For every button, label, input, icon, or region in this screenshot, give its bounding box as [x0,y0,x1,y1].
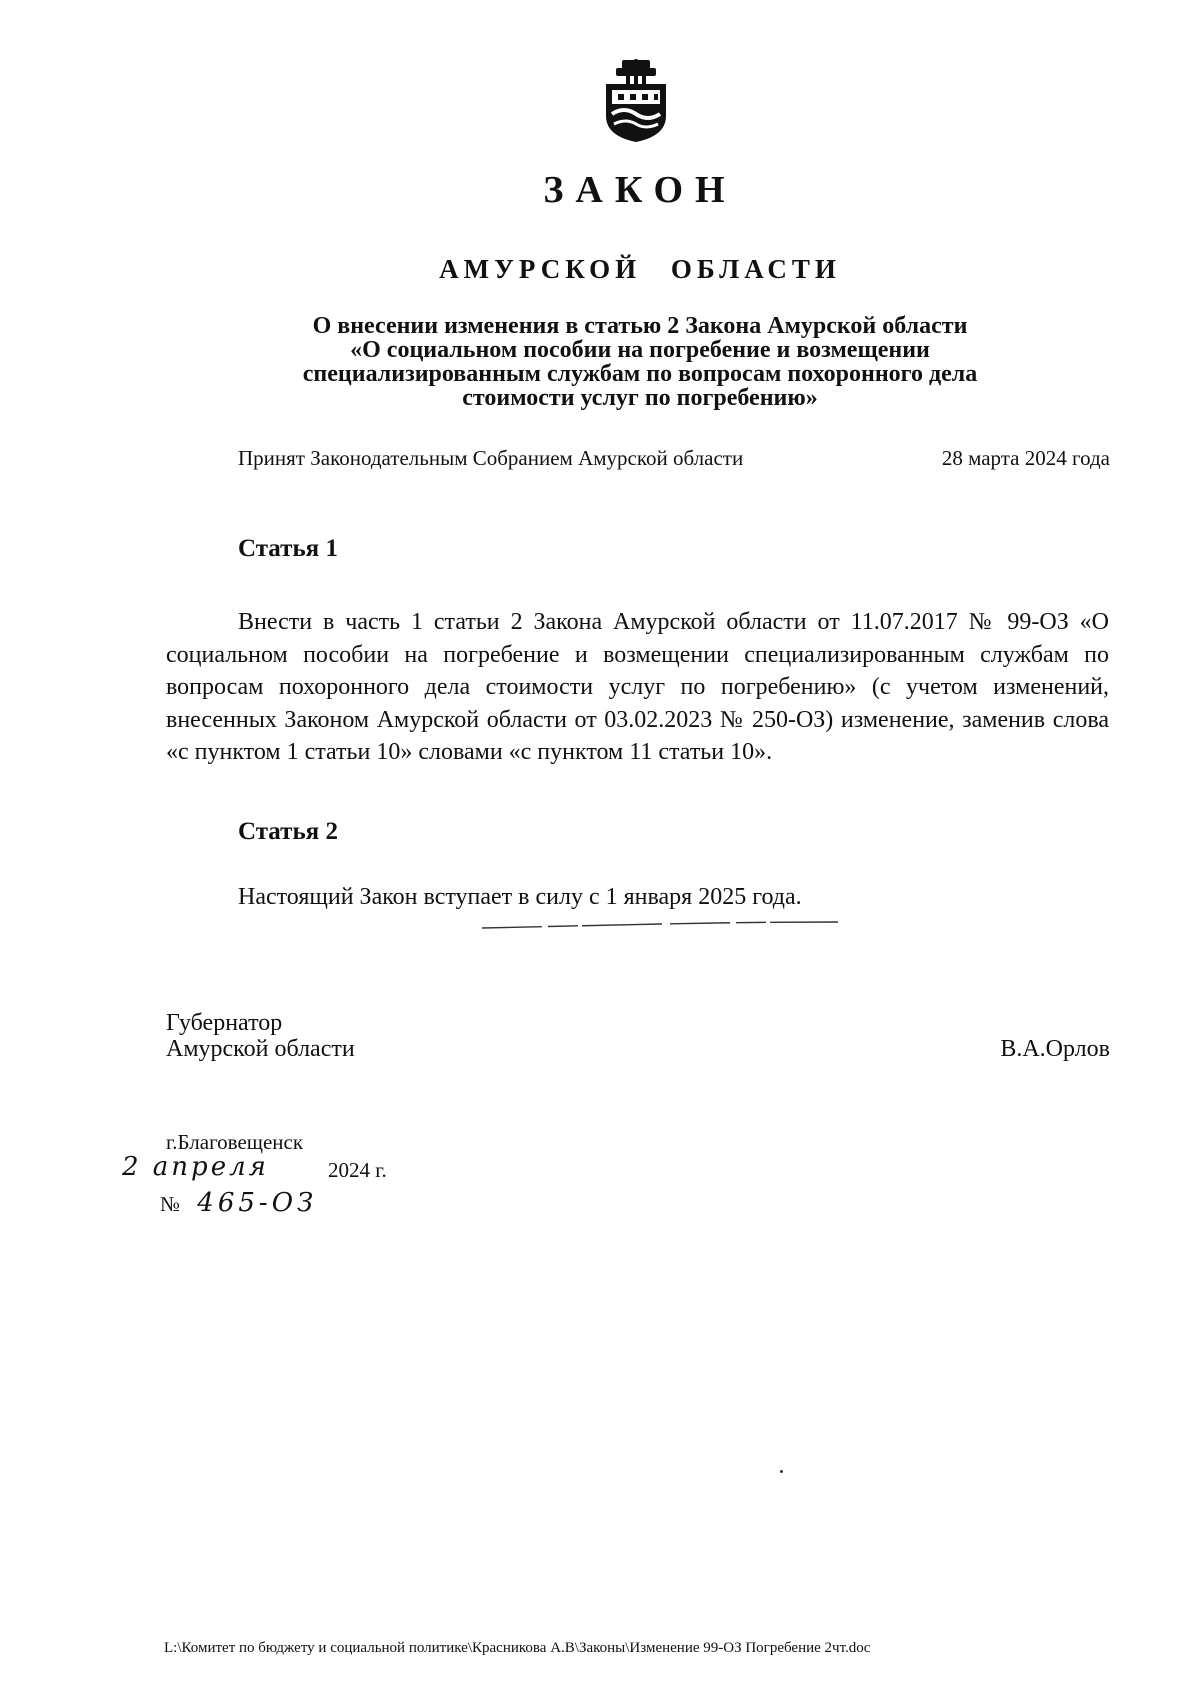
law-title-line: О внесении изменения в статью 2 Закона Амурской области [312,313,968,339]
law-number [160,1188,317,1218]
article-1-text: Внести в часть 1 статьи 2 Закона Амурской области от 11.07.2017 № 99-ОЗ «О социальном пособии на погребение и возмещении специализированным службам по вопросам похоронного дела стоимости услуг по погребению» (с учетом изменений, внесенных Законом Амурской области от 03.02.2023 № 250-ОЗ) изменение, заменив слова «с пунктом 1 статьи 10» словами «с пунктом 11 статьи 10». [166,609,1109,765]
document-region: АМУРСКОЙ ОБЛАСТИ [439,254,841,284]
signatory-title [166,1010,355,1062]
adoption-line [238,446,1110,471]
number-label: № [160,1192,181,1216]
file-path-footer: L:\Комитет по бюджету и социальной политике\Красникова А.В\Законы\Изменение 99-ОЗ Погребение 2чт.doc [164,1640,871,1656]
scan-speck [780,1470,783,1473]
date-year: 2024 г. [328,1158,387,1182]
article-2-text: Настоящий Закон вступает в силу с 1 января 2025 года. [238,884,802,910]
article-2-heading: Статья 2 [238,818,338,845]
law-title-line: специализированным службам по вопросам похоронного дела [302,361,978,387]
law-title [230,314,1050,410]
coat-of-arms-icon [600,58,672,144]
signatory-name: В.А.Орлов [1000,1036,1110,1062]
place-of-signing: г.Благовещенск [166,1130,304,1154]
handwritten-date: 2 апреля [122,1152,269,1182]
adopted-date: 28 марта 2024 года [941,446,1110,470]
adopted-by: Принят Законодательным Собранием Амурской области [238,446,744,470]
document-title: ЗАКОН [543,169,737,211]
closing-rule [480,920,840,932]
law-title-line: стоимости услуг по погребению» [462,385,818,411]
law-title-line: «О социальном пособии на погребение и возмещении [350,337,930,363]
signatory-title-line: Губернатор [166,1010,283,1036]
signatory-title-line: Амурской области [166,1036,355,1062]
handwritten-number: 465-ОЗ [197,1188,318,1218]
article-1-heading: Статья 1 [238,535,338,562]
signing-date [122,1152,387,1188]
